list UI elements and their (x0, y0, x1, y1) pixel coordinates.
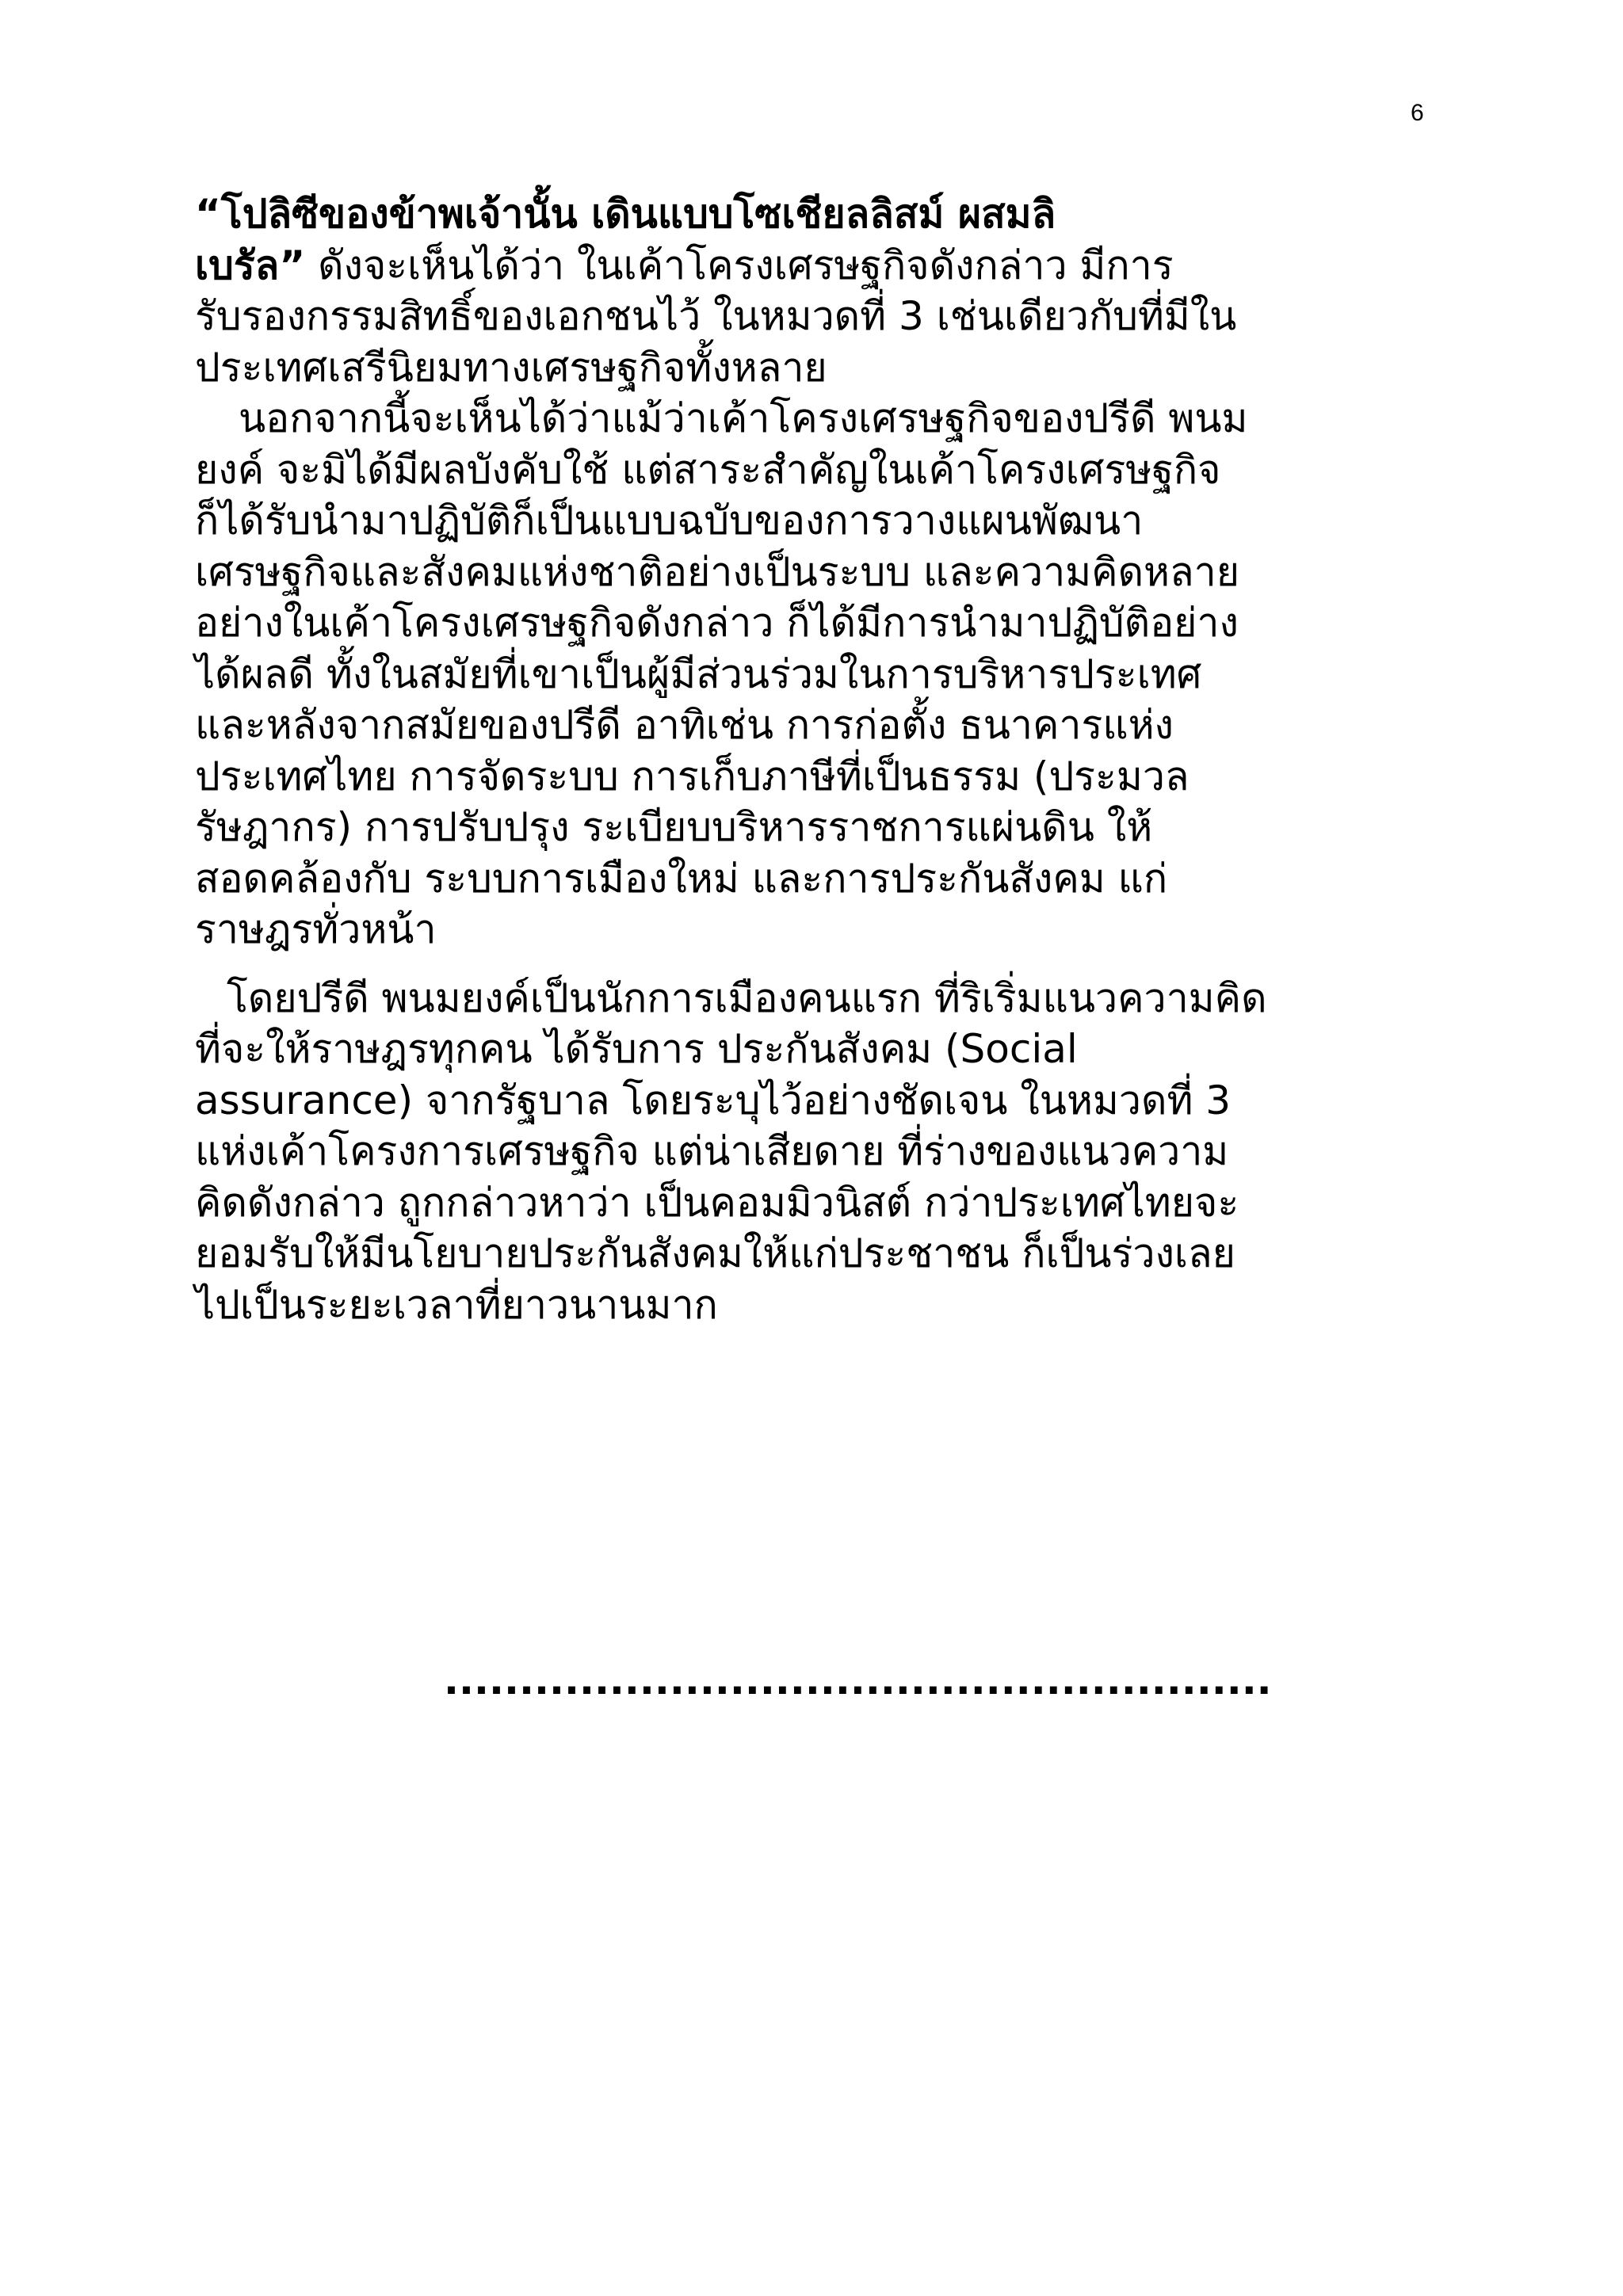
paragraph-2-line-7: และหลังจากสมัยของปรีดี อาทิเช่น การก่อตั้ง ธนาคารแห่ง (195, 702, 1174, 748)
paragraph-3-line-3: assurance) จากรัฐบาล โดยระบุไว้อย่างชัดเจน ในหมวดที่ 3 (195, 1077, 1232, 1123)
paragraph-3-line-6: ยอมรับให้มีนโยบายประกันสังคมให้แก่ประชาชน ก็เป็นร่วงเลย (195, 1230, 1235, 1276)
paragraph-1-line-3: รับรองกรรมสิทธิ์ของเอกชนไว้ ในหมวดที่ 3 เช่นเดียวกับที่มีใน (195, 293, 1237, 339)
paragraph-3-line-2: ที่จะให้ราษฎรทุกคน ได้รับการ ประกันสังคม (Social (195, 1026, 1078, 1072)
paragraph-3-line (195, 973, 1447, 1024)
paragraph-3-line-4: แห่งเค้าโครงการเศรษฐกิจ แต่น่าเสียดาย ที่ร่างของแนวความ (195, 1128, 1229, 1174)
paragraph-2-line-1: นอกจากนี้จะเห็นได้ว่าแม้ว่าเค้าโครงเศรษฐกิจของปรีดี พนม (239, 395, 1248, 441)
paragraph-2-line-5: อย่างในเค้าโครงเศรษฐกิจดังกล่าว ก็ได้มีการนำมาปฏิบัติอย่าง (195, 600, 1239, 646)
paragraph-3-line-7: ไปเป็นระยะเวลาที่ยาวนานมาก (195, 1281, 718, 1328)
paragraph-3-line-1: โดยปรีดี พนมยงค์เป็นนักการเมืองคนแรก ที่ริเริ่มแนวความคิด (227, 974, 1267, 1021)
paragraph-2-line (195, 393, 1447, 444)
paragraph-1-line-4: ประเทศเสรีนิยมทางเศรษฐกิจทั้งหลาย (195, 344, 827, 391)
page-number: 6 (1411, 100, 1424, 126)
paragraph-2-line-2: ยงค์ จะมิได้มีผลบังคับใช้ แต่สาระสำคัญในเค้าโครงเศรษฐกิจ (195, 446, 1221, 493)
closing-dotted-line: ....................................................... (444, 1657, 1272, 1703)
paragraph-2-line-6: ได้ผลดี ทั้งในสมัยที่เขาเป็นผู้มีส่วนร่วมในการบริหารประเทศ (195, 650, 1202, 697)
paragraph-2 (195, 393, 1447, 955)
paragraph-2-line-3: ก็ได้รับนำมาปฏิบัติก็เป็นแบบฉบับของการวางแผนพัฒนา (195, 498, 1144, 543)
paragraph-3 (195, 973, 1447, 1331)
paragraph-2-line-11: ราษฎรทั่วหน้า (195, 906, 437, 952)
paragraph-1 (195, 189, 1447, 393)
paragraph-3-line-5: คิดดังกล่าว ถูกกล่าวหาว่า เป็นคอมมิวนิสต์ กว่าประเทศไทยจะ (195, 1179, 1239, 1226)
paragraph-2-line-10: สอดคล้องกับ ระบบการเมืองใหม่ และการประกันสังคม แก่ (195, 855, 1168, 902)
paragraph-2-line-9: รัษฎากร) การปรับปรุง ระเบียบบริหารราชการแผ่นดิน ให้ (195, 804, 1153, 850)
quote-end-bold: เบรัล” (195, 242, 306, 288)
paragraph-2-line-4: เศรษฐกิจและสังคมแห่งชาติอย่างเป็นระบบ และความคิดหลาย (195, 548, 1240, 595)
paragraph-1-line-2 (195, 240, 1447, 292)
document-body (195, 189, 1447, 1330)
paragraph-1-line-1: “โปลิซีของข้าพเจ้านั้น เดินแบบโซเชียลลิสม์ ผสมลิ (195, 191, 1056, 237)
paragraph-2-line-8: ประเทศไทย การจัดระบบ การเก็บภาษีที่เป็นธรรม (ประมวล (195, 753, 1190, 799)
paragraph-1-line-2-rest: ดังจะเห็นได้ว่า ในเค้าโครงเศรษฐกิจดังกล่าว มีการ (305, 242, 1174, 288)
